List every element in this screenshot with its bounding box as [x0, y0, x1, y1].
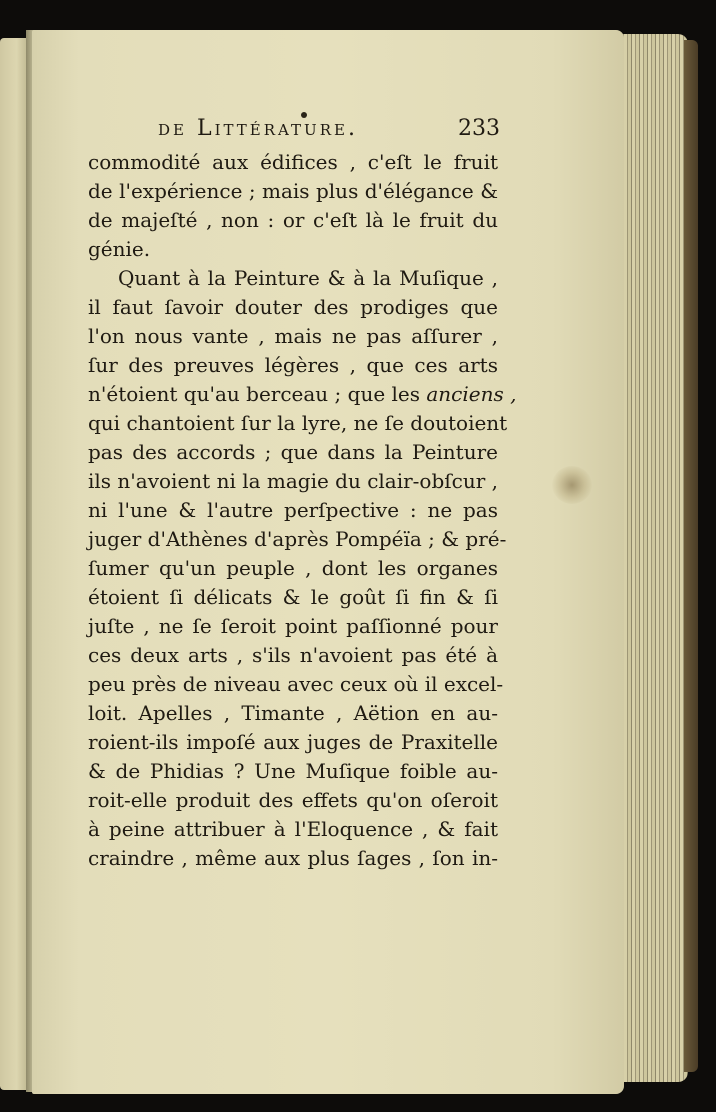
page-number: 233 [458, 116, 500, 141]
text-line: génie. [88, 237, 151, 261]
text-line: juger d'Athènes d'après Pompéïa ; & pré- [88, 527, 507, 551]
text-line: commodité aux édifices , c'eſt le fruit [88, 150, 498, 174]
text-line: roit-elle produit des effets qu'on oſeroit [88, 788, 498, 812]
text-line: ſur des preuves légères , que ces arts [88, 353, 498, 377]
running-head [150, 116, 500, 146]
text-line: de majeſté , non : or c'eſt là le fruit du [88, 208, 498, 232]
text-line: de l'expérience ; mais plus d'élégance & [88, 179, 498, 203]
text-line: loit. Apelles , Timante , Aëtion en au- [88, 701, 498, 725]
body-text [88, 148, 517, 873]
text-line: Quant à la Peinture & à la Muſique , [118, 266, 498, 290]
text-line: qui chantoient ſur la lyre, ne ſe doutoient [88, 411, 508, 435]
text-line: & de Phidias ? Une Muſique foible au- [88, 759, 498, 783]
text-line: pas des accords ; que dans la Peinture [88, 440, 498, 464]
page-fore-edge [616, 34, 688, 1082]
text-line: ces deux arts , s'ils n'avoient pas été à [88, 643, 498, 667]
text-line: il faut ſavoir douter des prodiges que [88, 295, 498, 319]
text-line: peu près de niveau avec ceux où il excel- [88, 672, 504, 696]
text-line: craindre , même aux plus ſages , ſon in- [88, 846, 498, 870]
text-line: à peine attribuer à l'Eloquence , & fait [88, 817, 498, 841]
text-line: ils n'avoient ni la magie du clair-obſcur , [88, 469, 499, 493]
italic-word: anciens , [426, 382, 517, 406]
text-line [88, 380, 517, 409]
text-line-segment: n'étoient qu'au berceau ; que les [88, 382, 421, 406]
text-line: ni l'une & l'autre perſpective : ne pas [88, 498, 498, 522]
paper-stain [552, 466, 592, 504]
book-cover-edge [684, 40, 698, 1072]
text-line: étoient ſi délicats & le goût ſi fin & ſi [88, 585, 498, 609]
text-line: l'on nous vante , mais ne pas aſſurer , [88, 324, 498, 348]
text-line: roient-ils impoſé aux juges de Praxitelle [88, 730, 498, 754]
running-head-title: de Littérature. [158, 116, 358, 141]
text-line: ſumer qu'un peuple , dont les organes [88, 556, 498, 580]
text-line: juſte , ne ſe ſeroit point paſſionné pour [88, 614, 498, 638]
